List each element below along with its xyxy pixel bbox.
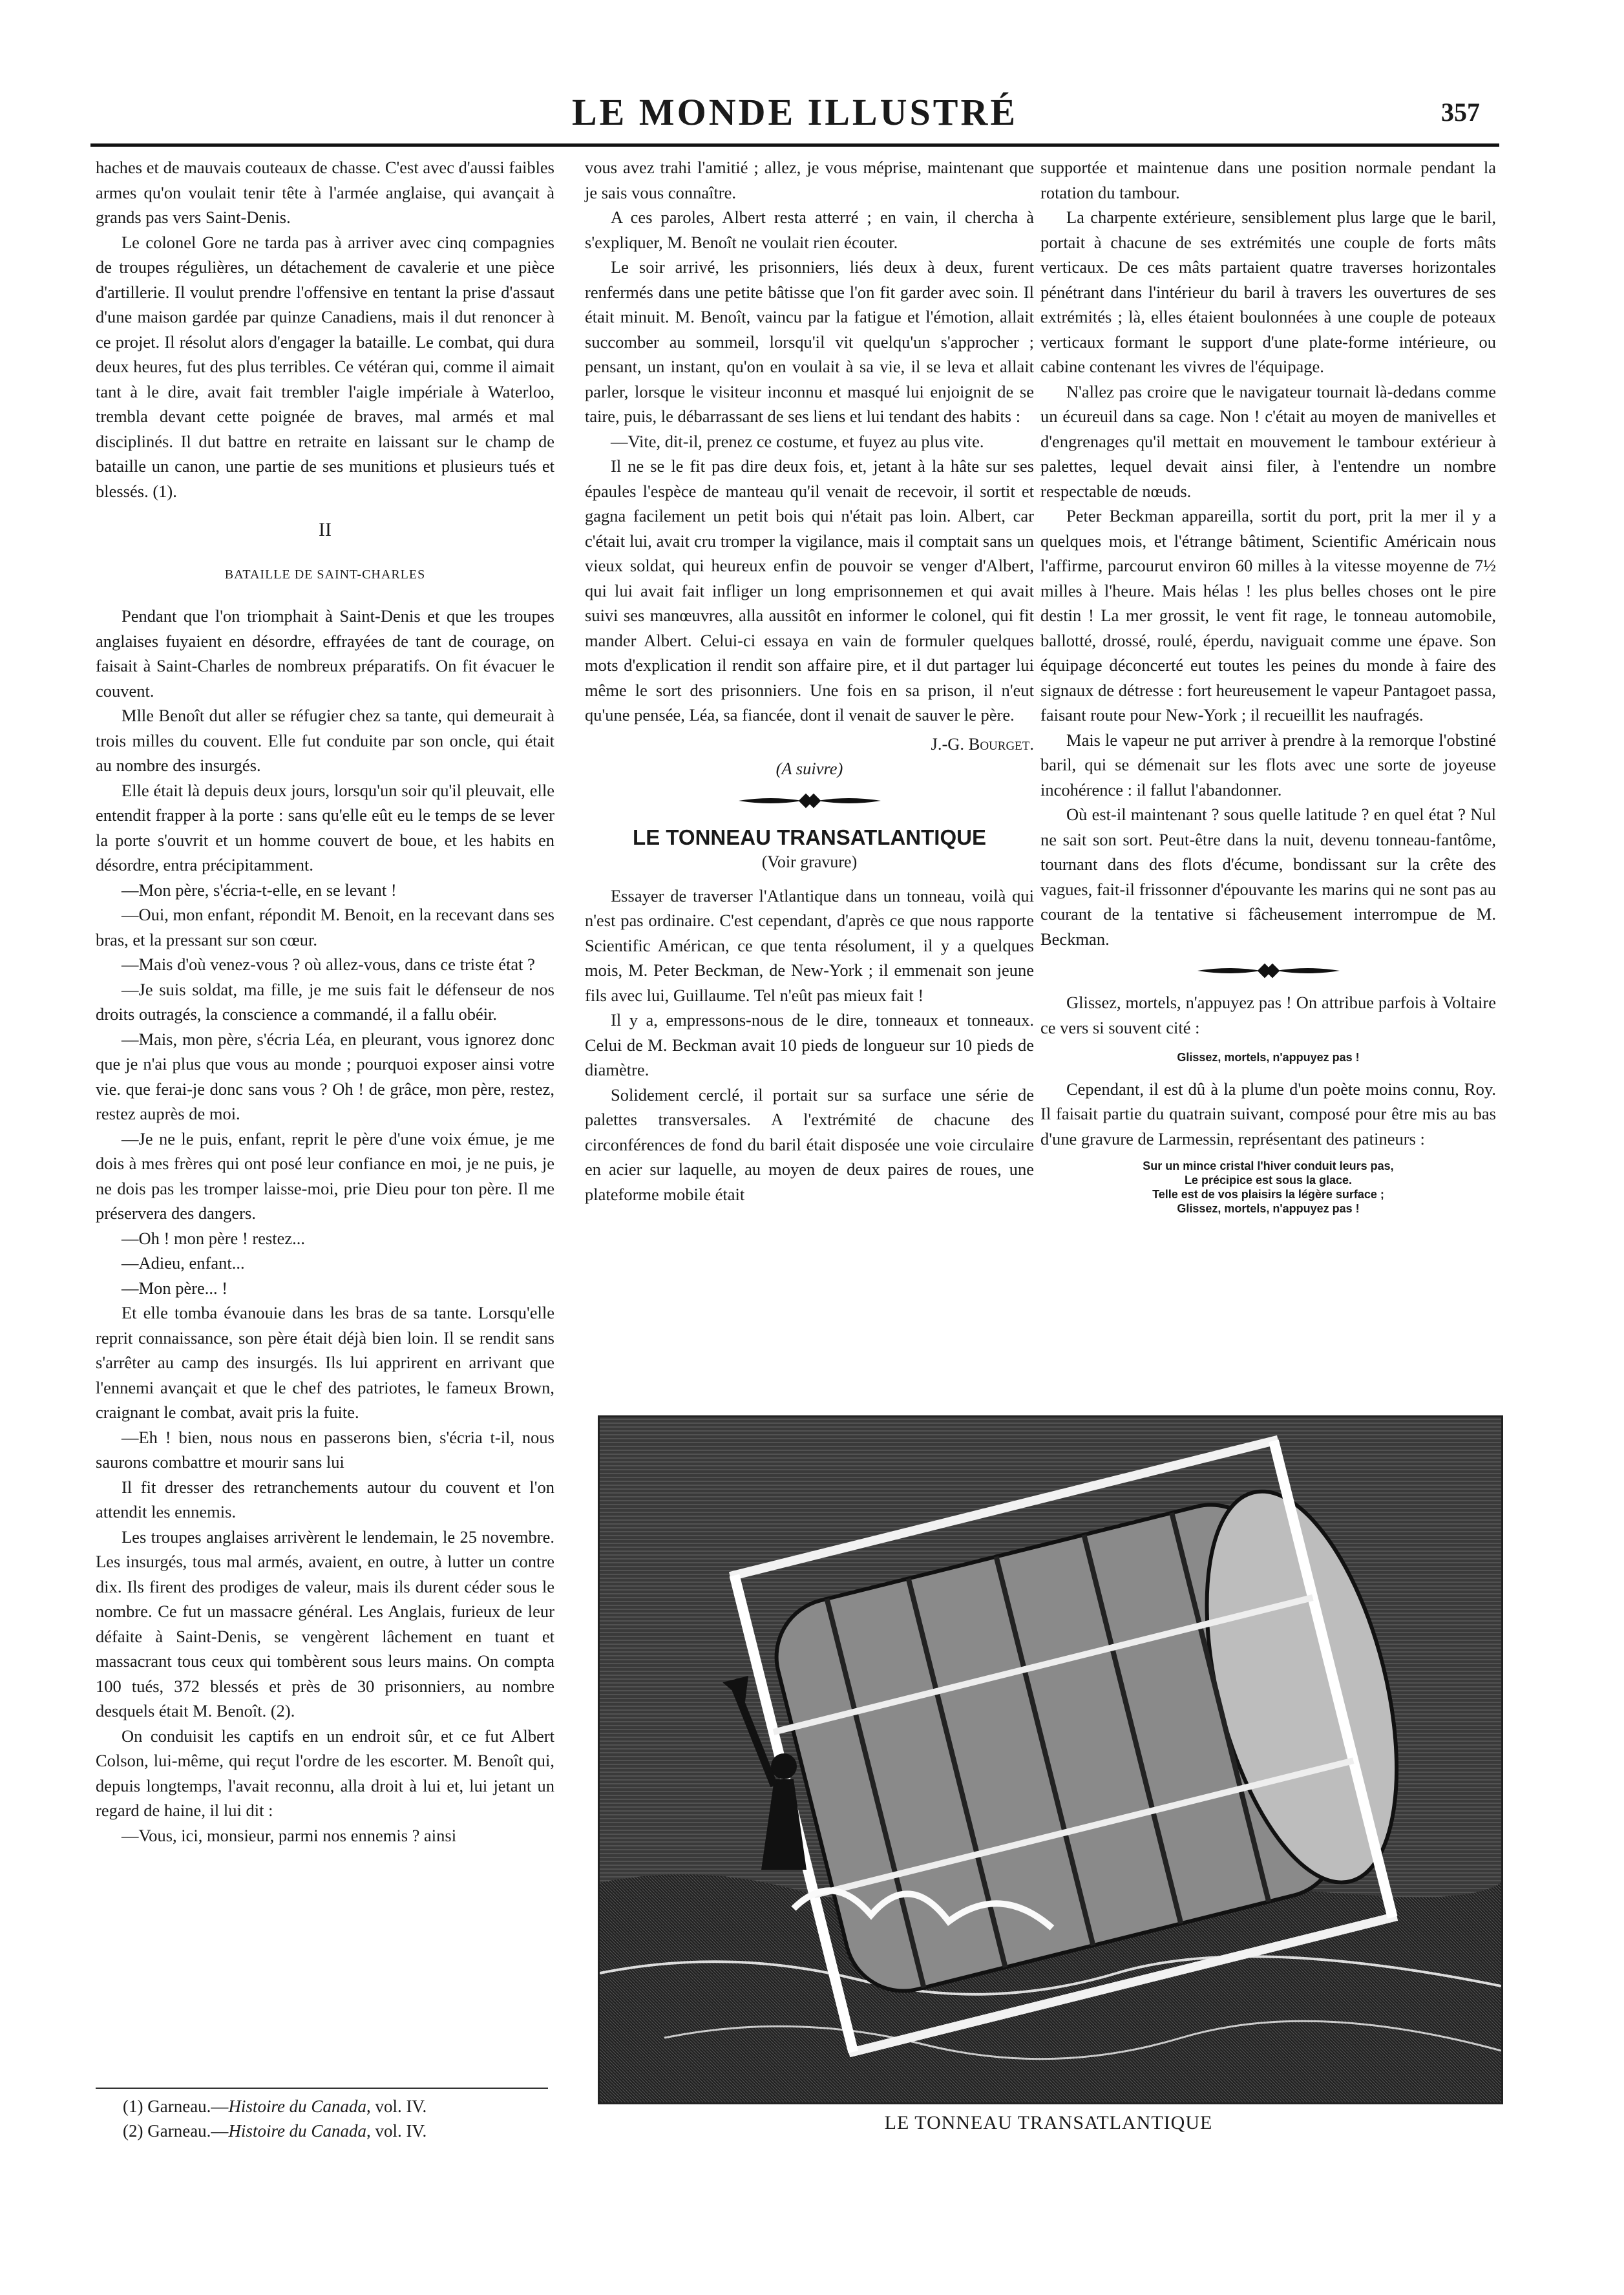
illustration-caption: LE TONNEAU TRANSATLANTIQUE xyxy=(884,2112,1213,2133)
to-be-continued: (A suivre) xyxy=(775,759,843,778)
footnotes xyxy=(123,2094,427,2143)
paragraph: Il fit dresser des retranchements autour du couvent et l'on attendit les ennemis. xyxy=(96,1477,554,1521)
quoted-verse: Glissez, mortels, n'appuyez pas ! xyxy=(1177,1051,1360,1064)
paragraph: —Oh ! mon père ! restez... xyxy=(121,1228,306,1248)
footnote-source: Histoire du Canada xyxy=(228,2121,366,2141)
verse-line: Telle est de vos plaisirs la légère surface ; xyxy=(1152,1188,1384,1201)
footnote-volume: , vol. IV. xyxy=(366,2097,427,2116)
section-title: BATAILLE DE SAINT-CHARLES xyxy=(224,567,426,582)
footnote-volume: , vol. IV. xyxy=(366,2121,427,2141)
paragraph: La charpente extérieure, sensiblement plus large que le baril, portait à chacune de ses extrémités une couple de forts mâts verticaux. De ces mâts partaient quatre traverses horizontales pénétrant dans l'intérieur du baril à travers les ouvertures de ses extrémités ; là, elles étaient boulonnées à une couple de poteaux verticaux formant le support d'une plate-forme intérieure, ou cabine contenant les vivres de l'équipage. xyxy=(1040,207,1496,376)
paragraph: —Adieu, enfant... xyxy=(121,1253,245,1273)
paragraph: Les troupes anglaises arrivèrent le lendemain, le 25 novembre. Les insurgés, tous mal armés, avaient, en outre, à lutter un contre dix. Ils firent des prodiges de valeur, mais ils durent céder sous le nombre. Ce fut un massacre général. Les Anglais, furieux de leur défaite à Saint-Denis, se vengèrent lâchement en tuant et massacrant tous ceux qui tombèrent sous leurs mains. On compta 100 tués, 372 blessés et près de 30 prisonniers, au nombre desquels était M. Benoît. (2). xyxy=(96,1527,554,1720)
masthead-rule xyxy=(90,143,1499,147)
footnote-number: (2) Garneau.— xyxy=(123,2121,229,2141)
paragraph: Peter Beckman appareilla, sortit du port, prit la mer il y a quelques mois, et l'étrange bâtiment, Scientific Américain nous l'affirme, parcourut environ 60 milles à la vitesse moyenne de 7½ milles à l'heure. Mais hélas ! les plus belles choses ont le pire destin ! La mer grossit, le vent fit rage, le tonneau automobile, ballotté, drossé, roulé, éperdu, naviguait comme une épave. Son équipage déconcerté eut toutes les peines du monde à faire des signaux de détresse : fort heureusement le vapeur Pantagoet passa, faisant route pour New-York ; il recueillit les naufragés. xyxy=(1040,506,1496,724)
paragraph: Le colonel Gore ne tarda pas à arriver avec cinq compagnies de troupes régulières, un détachement de cavalerie et une pièce d'artillerie. Il voulut prendre l'offensive en tentant la prise d'assaut d'une maison gardée par quinze Canadiens, mais il dut renoncer à ce projet. Il résolut alors d'engager la bataille. Le combat, qui dura deux heures, fut des plus terribles. Ce vétéran qui, comme il aimait tant à le dire, avait fait trembler l'aigle impériale à Waterloo, trembla devant cette poignée de braves, mal armés et mal disciplinés. Il dut battre en retraite en laissant sur le champ de bataille un canon, une partie de ses munitions et plusieurs tués et blessés. (1). xyxy=(96,232,554,501)
paragraph: Glissez, mortels, n'appuyez pas ! On attribue parfois à Voltaire ce vers si souvent cité : xyxy=(1040,993,1496,1037)
paragraph: —Eh ! bien, nous nous en passerons bien, s'écria t-il, nous saurons combattre et mourir sans lui xyxy=(96,1427,554,1472)
author-signature: J.-G. Bourget. xyxy=(931,734,1034,754)
paragraph: Mais le vapeur ne put arriver à prendre à la remorque l'obstiné baril, qui se démenait sur les flots avec une sorte de joyeuse incohérence : il fallut l'abandonner. xyxy=(1040,730,1496,799)
separator-ornament xyxy=(1040,951,1496,990)
paragraph: Elle était là depuis deux jours, lorsqu'un soir qu'il pleuvait, elle entendit frapper à la porte : sans qu'elle eût eu le temps de se lever la porte s'ouvrit et un homme couvert de boue, et les habits en désordre, entra précipitamment. xyxy=(96,780,554,874)
footnote xyxy=(123,2119,427,2143)
footnote-rule xyxy=(96,2088,548,2089)
barrel-at-sea-engraving xyxy=(600,1417,1501,2102)
separator-ornament xyxy=(585,781,1034,820)
footnote-number: (1) Garneau.— xyxy=(123,2097,229,2116)
masthead xyxy=(90,90,1499,155)
paragraph: —Mais, mon père, s'écria Léa, en pleurant, vous ignorez donc que je n'ai plus que vous au monde ; pourquoi exposer ainsi votre vie. que ferai-je donc sans vous ? Oh ! de grâce, mon père, restez, restez auprès de moi. xyxy=(96,1029,554,1123)
paragraph: Solidement cerclé, il portait sur sa surface une série de palettes transversales. A l'extrémité de chacune des circonférences de fond du baril était disposée une voie circulaire en acier sur laquelle, au moyen de deux paires de roues, une plateforme mobile était xyxy=(585,1084,1034,1204)
paragraph: —Mon père... ! xyxy=(121,1278,228,1298)
column-3 xyxy=(1040,155,1496,1216)
page-number: 357 xyxy=(1441,98,1480,127)
newspaper-title: LE MONDE ILLUSTRÉ xyxy=(571,91,1018,133)
paragraph: Essayer de traverser l'Atlantique dans un tonneau, voilà qui n'est pas ordinaire. C'est cependant, d'après ce que nous rapporte Scientific Américan, ce que tenta résolument, il y a quelques mois, M. Peter Beckman, de New-York ; il emmenait son jeune fils avec lui, Guillaume. Tel n'eût pas mieux fait ! xyxy=(585,885,1034,1005)
engraving-illustration xyxy=(598,1415,1503,2104)
paragraph: supportée et maintenue dans une position normale pendant la rotation du tambour. xyxy=(1040,158,1496,202)
paragraph: A ces paroles, Albert resta atterré ; en vain, il chercha à s'expliquer, M. Benoît ne voulait rien écouter. xyxy=(585,207,1034,252)
paragraph: Il ne se le fit pas dire deux fois, et, jetant à la hâte sur ses épaules l'espèce de manteau qu'il venait de recevoir, il sortit et gagna facilement un petit bois qui n'était pas loin. Albert, car c'était lui, avait cru tromper la vigilance, mais il comptait sans un vieux soldat, qui heureux enfin de pouvoir se venger d'Albert, qui lui avait fait infliger un long emprisonnemen et qui avait suivi ses manœuvres, alla aussitôt en informer le colonel, qui fit mander Albert. Celui-ci essaya en vain de formuler quelques mots d'explication il rendit son affaire pire, et il dut partager lui même le sort des prisonniers. Une fois en sa prison, il n'eut qu'une pensée, Léa, sa fiancée, dont il venait de sauver le père. xyxy=(585,456,1034,724)
paragraph: Cependant, il est dû à la plume d'un poète moins connu, Roy. Il faisait partie du quatrain suivant, composé pour être mis au bas d'une gravure de Larmessin, représentant des patineurs : xyxy=(1040,1079,1496,1148)
article-subtitle: (Voir gravure) xyxy=(761,852,858,871)
paragraph: Pendant que l'on triomphait à Saint-Denis et que les troupes anglaises fuyaient en désordre, effrayées de tant de courage, on faisait à Saint-Charles de nombreux préparatifs. On fit évacuer le couvent. xyxy=(96,606,554,701)
paragraph: N'allez pas croire que le navigateur tournait là-dedans comme un écureuil dans sa cage. Non ! c'était au moyen de manivelles et d'engrenages qu'il mettait en mouvement le tambour extérieur à palettes, lequel devait ainsi filer, à l'entendre un nombre respectable de nœuds. xyxy=(1040,381,1496,501)
verse-line: Le précipice est sous la glace. xyxy=(1184,1174,1353,1187)
paragraph: —Je ne le puis, enfant, reprit le père d'une voix émue, je me dois à mes frères qui ont posé leur confiance en moi, je ne puis, je ne dois pas les tromper laisse-moi, prie Dieu pour ton père. Il me préservera des dangers. xyxy=(96,1128,554,1223)
paragraph: Le soir arrivé, les prisonniers, liés deux à deux, furent renfermés dans une petite bâtisse que l'on fit garder avec soin. Il était minuit. M. Benoît, vaincu par la fatigue et l'émotion, allait succomber au sommeil, lorsqu'il vit quelqu'un s'approcher ; pensant, un instant, qu'on en voulait à sa vie, il se leva et allait parler, lorsque le visiteur inconnu et masqué lui enjoignit de se taire, puis, le débarrassant de ses liens et lui tendant des habits : xyxy=(585,257,1034,426)
paragraph: On conduisit les captifs en un endroit sûr, et ce fut Albert Colson, lui-même, qui reçut l'ordre de les escorter. M. Benoît qui, depuis longtemps, l'avait reconnu, alla droit à lui et, lui jetant un regard de haine, il lui dit : xyxy=(96,1726,554,1820)
footnote xyxy=(123,2094,427,2119)
verse-line: Glissez, mortels, n'appuyez pas ! xyxy=(1177,1202,1360,1215)
paragraph: —Mais d'où venez-vous ? où allez-vous, dans ce triste état ? xyxy=(121,955,535,974)
column-1 xyxy=(96,155,554,1848)
column-2 xyxy=(585,155,1034,1207)
paragraph: —Je suis soldat, ma fille, je me suis fait le défenseur de nos droits outragés, la conscience a commandé, il a fallu obéir. xyxy=(96,979,554,1024)
paragraph: Mlle Benoît dut aller se réfugier chez sa tante, qui demeurait à trois milles du couvent. Elle fut conduite par son oncle, qui était au nombre des insurgés. xyxy=(96,706,554,775)
paragraph: haches et de mauvais couteaux de chasse. C'est avec d'aussi faibles armes qu'on voulait tenir tête à l'armée anglaise, qui avançait à grands pas vers Saint-Denis. xyxy=(96,158,554,227)
paragraph: Il y a, empressons-nous de le dire, tonneaux et tonneaux. Celui de M. Beckman avait 10 pieds de longueur sur 10 pieds de diamètre. xyxy=(585,1010,1034,1079)
verse-line: Sur un mince cristal l'hiver conduit leurs pas, xyxy=(1143,1159,1394,1172)
footnote-source: Histoire du Canada xyxy=(228,2097,366,2116)
paragraph: Et elle tomba évanouie dans les bras de sa tante. Lorsqu'elle reprit connaissance, son père était déjà bien loin. Il se rendit sans s'arrêter au camp des insurgés. Ils lui apprirent en arrivant que l'ennemi avançait et que le chef des patriotes, le fameux Brown, craignant le combat, avait pris la fuite. xyxy=(96,1303,554,1422)
paragraph: —Mon père, s'écria-t-elle, en se levant ! xyxy=(121,880,397,900)
paragraph: Où est-il maintenant ? sous quelle latitude ? en quel état ? Nul ne sait son sort. Peut-être dans la nuit, devenu tonneau-fantôme, tournant dans des flots d'écume, bondissant sur la crête des vagues, fait-il frissonner d'épouvante les marins qui ne sont pas au courant de la tentative si fâcheusement interrompue de M. Beckman. xyxy=(1040,805,1496,949)
paragraph: —Vite, dit-il, prenez ce costume, et fuyez au plus vite. xyxy=(611,431,984,451)
paragraph: —Oui, mon enfant, répondit M. Benoit, en la recevant dans ses bras, et la pressant sur son cœur. xyxy=(96,905,554,949)
paragraph: —Vous, ici, monsieur, parmi nos ennemis ? ainsi xyxy=(121,1825,457,1845)
paragraph: vous avez trahi l'amitié ; allez, je vous méprise, maintenant que je sais vous connaître. xyxy=(585,158,1034,202)
article-title: LE TONNEAU TRANSATLANTIQUE xyxy=(633,825,986,849)
quatrain xyxy=(1040,1159,1496,1216)
section-number: II xyxy=(319,519,332,540)
